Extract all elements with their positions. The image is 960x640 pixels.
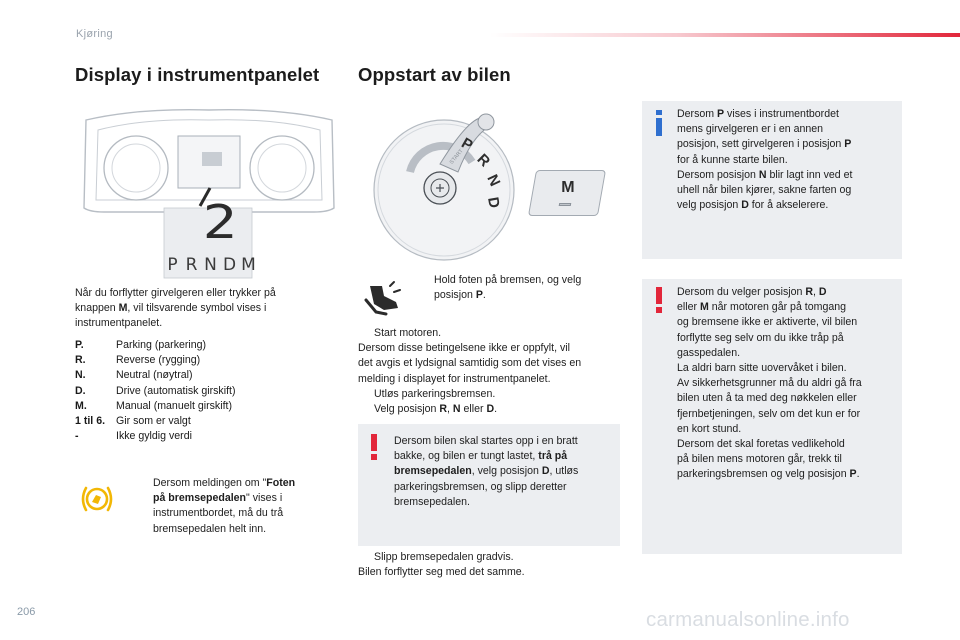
intro-line-3: instrumentpanelet. — [75, 317, 163, 330]
section-label: Kjøring — [76, 28, 113, 40]
foot-brake-line-1: Dersom meldingen om "Foten — [153, 477, 296, 489]
info-icon — [652, 110, 666, 136]
step-start-engine: Start motoren. Dersom disse betingelsene ikke er oppfylt, vil det avgis et lydsignal samtidig som det vises en melding i displayet for instrumentpanelet. Utløs parkeringsbremsen. Velg posisjon R, N eller D. — [358, 327, 582, 416]
step-hold-brake: Hold foten på bremsen, og velg posisjon P. — [434, 274, 582, 302]
intro-line-1: Når du forflytter girvelgeren eller trykker på — [75, 287, 276, 299]
watermark: carmanualsonline.info — [646, 608, 850, 631]
gear-letter-r: R — [185, 255, 198, 275]
gear-selector-illustration — [362, 112, 522, 262]
legend-row: P. Parking (parkering) — [75, 339, 207, 351]
foot-brake-note — [137, 476, 337, 537]
manual-mode-indicator — [559, 203, 572, 206]
legend-row: D. Drive (automatisk girskift) — [75, 384, 236, 397]
header-accent-line — [490, 33, 960, 37]
section-title-display: Display i instrumentpanelet — [75, 64, 320, 85]
selector-letter-n: N — [483, 171, 504, 190]
warning-exclamation-icon — [368, 434, 380, 460]
section-title-oppstart: Oppstart av bilen — [358, 64, 511, 85]
legend-row: - Ikke gyldig verdi — [75, 430, 192, 443]
selector-letter-r: R — [473, 150, 494, 171]
selector-letter-d: D — [484, 195, 503, 210]
gear-legend — [75, 338, 236, 444]
step-release-brake: Slipp bremsepedalen gradvis. Bilen forflytter seg med det samme. — [358, 551, 525, 579]
gear-letter-n: N — [204, 255, 217, 275]
safety-warning-text: Dersom du velger posisjon R, D eller M når motoren går på tomgang og bremsene ikke er aktiverte, vil bilen forflytte seg selv om du ikke tråр på gasspedalen. La aldri barn sitte uovervåket i bilen. Av sikkerhetsgrunner må du aldri gå fra bilen uten å ta med deg nøkkelen eller fjernbetjeningen, selv om det kun er for en kort stund. Dersom det skal foretas vedlikehold på bilen mens motoren går, trekk til parkeringsbremsen og velg posisjon P. — [677, 286, 862, 481]
manual-mode-label: M — [561, 179, 575, 196]
legend-row: 1 til 6. Gir som er valgt — [75, 415, 191, 428]
page-number: 206 — [17, 606, 36, 618]
manual-mode-button — [528, 170, 606, 216]
info-text: Dersom P vises i instrumentbordet mens girvelgeren er i en annen posisjon, sett girvelgeren i posisjon P for å kunne starte bilen. Dersom posisjon N blir lagt inn ved et uhell når bilen kjører, sakne farten og velg posisjon D for å akselerere. — [677, 108, 853, 212]
safety-warning-exclamation-icon — [653, 287, 665, 313]
steep-hill-warning-text: Dersom bilen skal startes opp i en bratt bakke, og bilen er tungt lastet, trå på bremsepedalen, velg posisjon D, utløs parkeringsbremsen, og slipp deretter bremsepedalen. — [394, 435, 579, 508]
selector-start-label: START — [448, 148, 465, 166]
gear-letter-d: D — [222, 255, 237, 275]
gear-digit-display: 2 — [202, 195, 238, 249]
foot-pedal-icon — [364, 280, 402, 316]
legend-row: M. Manual (manuelt girskift) — [75, 399, 232, 412]
foot-brake-line-3: instrumentbordet, må du trå — [153, 507, 284, 520]
intro-paragraph — [75, 286, 345, 332]
legend-row: R. Reverse (rygging) — [75, 354, 201, 367]
foot-brake-line-4: bremsepedalen helt inn. — [153, 522, 267, 535]
foot-on-brake-warning-icon — [80, 484, 114, 514]
gear-letter-p: P — [167, 255, 178, 275]
gear-letter-strip — [164, 255, 257, 275]
selector-letter-p: P — [458, 134, 476, 155]
gear-letter-m: M — [241, 255, 256, 275]
legend-row: N. Neutral (nøytral) — [75, 369, 193, 382]
intro-line-2: knappen M, vil tilsvarende symbol vises i — [75, 302, 267, 315]
foot-brake-line-2: på bremsepedalen" vises i — [153, 492, 283, 505]
